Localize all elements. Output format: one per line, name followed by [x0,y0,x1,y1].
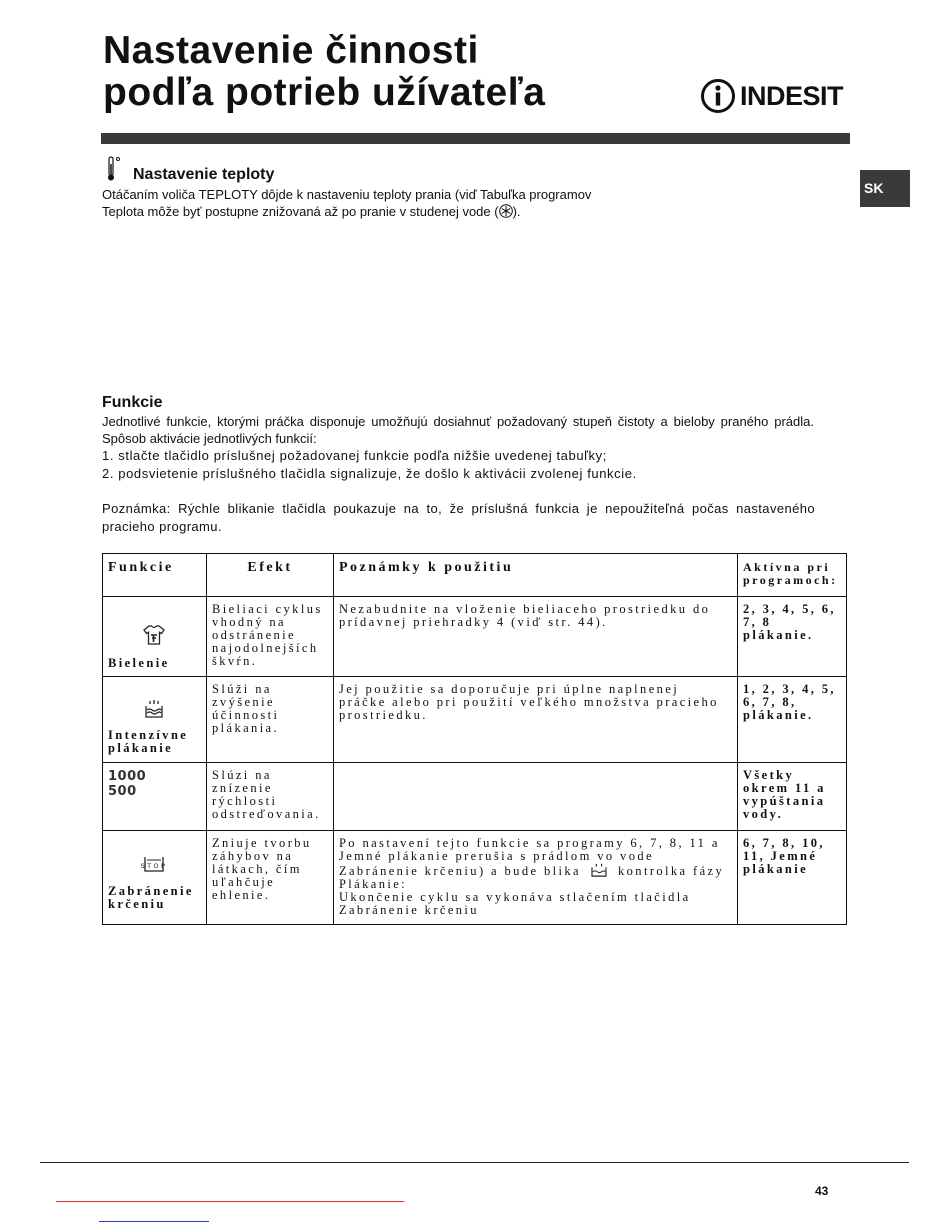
section-heading-funkcie: Funkcie [102,394,163,411]
page-title-line1: Nastavenie činnosti [103,29,479,72]
footer-blue-link-line[interactable] [99,1221,209,1222]
table-row [103,597,847,677]
col-header-efekt: Efekt [206,554,333,597]
spin-speed-1000: 1000 [108,769,147,784]
effect-cell: Bieliaci cyklus vhodný na odstránenie najodolnejších škvŕn. [206,597,333,677]
table-row [103,763,847,831]
page-number: 43 [815,1184,829,1198]
funkcie-intro: Jednotlivé funkcie, ktorými práčka disponuje umožňujú dosiahnuť požadovaný stupeň čistoty a bieloby praného prádla. Spôsob aktivácie jednotlivých funkcií: [102,414,814,446]
table-row [103,677,847,763]
notes-cell: Nezabudnite na vloženie bieliaceho prostriedku do prídavnej priehradky 4 (viď str. 44). [333,597,737,677]
function-name: Bielenie [108,656,170,670]
teplota-text-line1: Otáčaním voliča TEPLOTY dôjde k nastaveniu teploty prania (viď Tabuľka programov [102,187,592,202]
footer-rule [40,1162,909,1163]
footer-red-link-line[interactable] [56,1201,404,1202]
intensive-rinse-icon [144,699,164,719]
svg-text:STOP: STOP [141,862,168,870]
brand-logo [700,78,843,114]
thermometer-icon [106,156,124,182]
snowflake-icon [499,204,513,218]
function-cell-bielenie [103,597,207,677]
notes-cell [333,763,737,831]
header-bar [101,133,850,144]
table-header-row [103,554,847,597]
funkcie-note: Poznámka: Rýchle blikanie tlačidla poukazuje na to, že príslušná funkcia je nepoužiteľná počas nastaveného pracieho programu. [102,501,815,534]
active-cell: 6, 7, 8, 10, 11, Jemné plákanie [737,831,846,925]
functions-table [102,553,847,925]
effect-cell: Slúži na zvýšenie účinnosti plákania. [206,677,333,763]
page-title-line2: podľa potrieb užívateľa [103,71,546,114]
brand-i-icon [700,78,736,114]
teplota-text-line2: Teplota môže byť postupne znižovaná až po pranie v studenej vode ( ). [102,204,521,219]
active-cell: Všetky okrem 11 a vypúštania vody. [737,763,846,831]
notes-cell: Po nastavení tejto funkcie sa programy 6, 7, 8, 11 a Jemné plákanie prerušia s prádlom vo vode Zabránenie krčeniu) a bude blika kontrolka fázy Plákanie: Ukončenie cyklu sa vykonáva stlačením tlačidla Zabránenie krčeniu [333,831,737,925]
spin-speed-500: 500 [108,784,137,799]
active-cell: 2, 3, 4, 5, 6, 7, 8 plákanie. [737,597,846,677]
col-header-funkcie: Funkcie [103,554,207,597]
col-header-poznamky: Poznámky k použitiu [333,554,737,597]
language-tab: SK [860,170,910,207]
col-header-aktivna: Aktívna pri programoch: [737,554,846,597]
section-heading-teplota: Nastavenie teploty [133,166,275,183]
function-cell-intenzivne [103,677,207,763]
funkcie-step1: 1. stlačte tlačidlo príslušnej požadovanej funkcie podľa nižšie uvedenej tabuľky; [102,448,607,463]
function-cell-zabranenie [103,831,207,925]
effect-cell: Zniuje tvorbu záhybov na látkach, čím uľahčuje ehlenie. [206,831,333,925]
function-name: Intenzívne plákanie [108,728,189,755]
page-title [103,30,545,114]
rinse-indicator-icon [590,863,608,877]
function-name: Zabránenie krčeniu [108,884,194,911]
active-cell: 1, 2, 3, 4, 5, 6, 7, 8, plákanie. [737,677,846,763]
brand-name: INDESIT [740,80,844,111]
function-cell-spin-speed [103,763,207,831]
anti-crease-stop-icon [141,855,168,873]
bleach-shirt-icon [143,625,165,645]
effect-cell: Slúzi na znízenie rýchlosti odstreďovania. [206,763,333,831]
notes-cell: Jej použitie sa doporučuje pri úplne naplnenej práčke alebo pri použití veľkého množstva pracieho prostriedku. [333,677,737,763]
funkcie-step2: 2. podsvietenie príslušného tlačidla signalizuje, že došlo k aktivácii zvolenej funkcie. [102,466,637,481]
table-row [103,831,847,925]
